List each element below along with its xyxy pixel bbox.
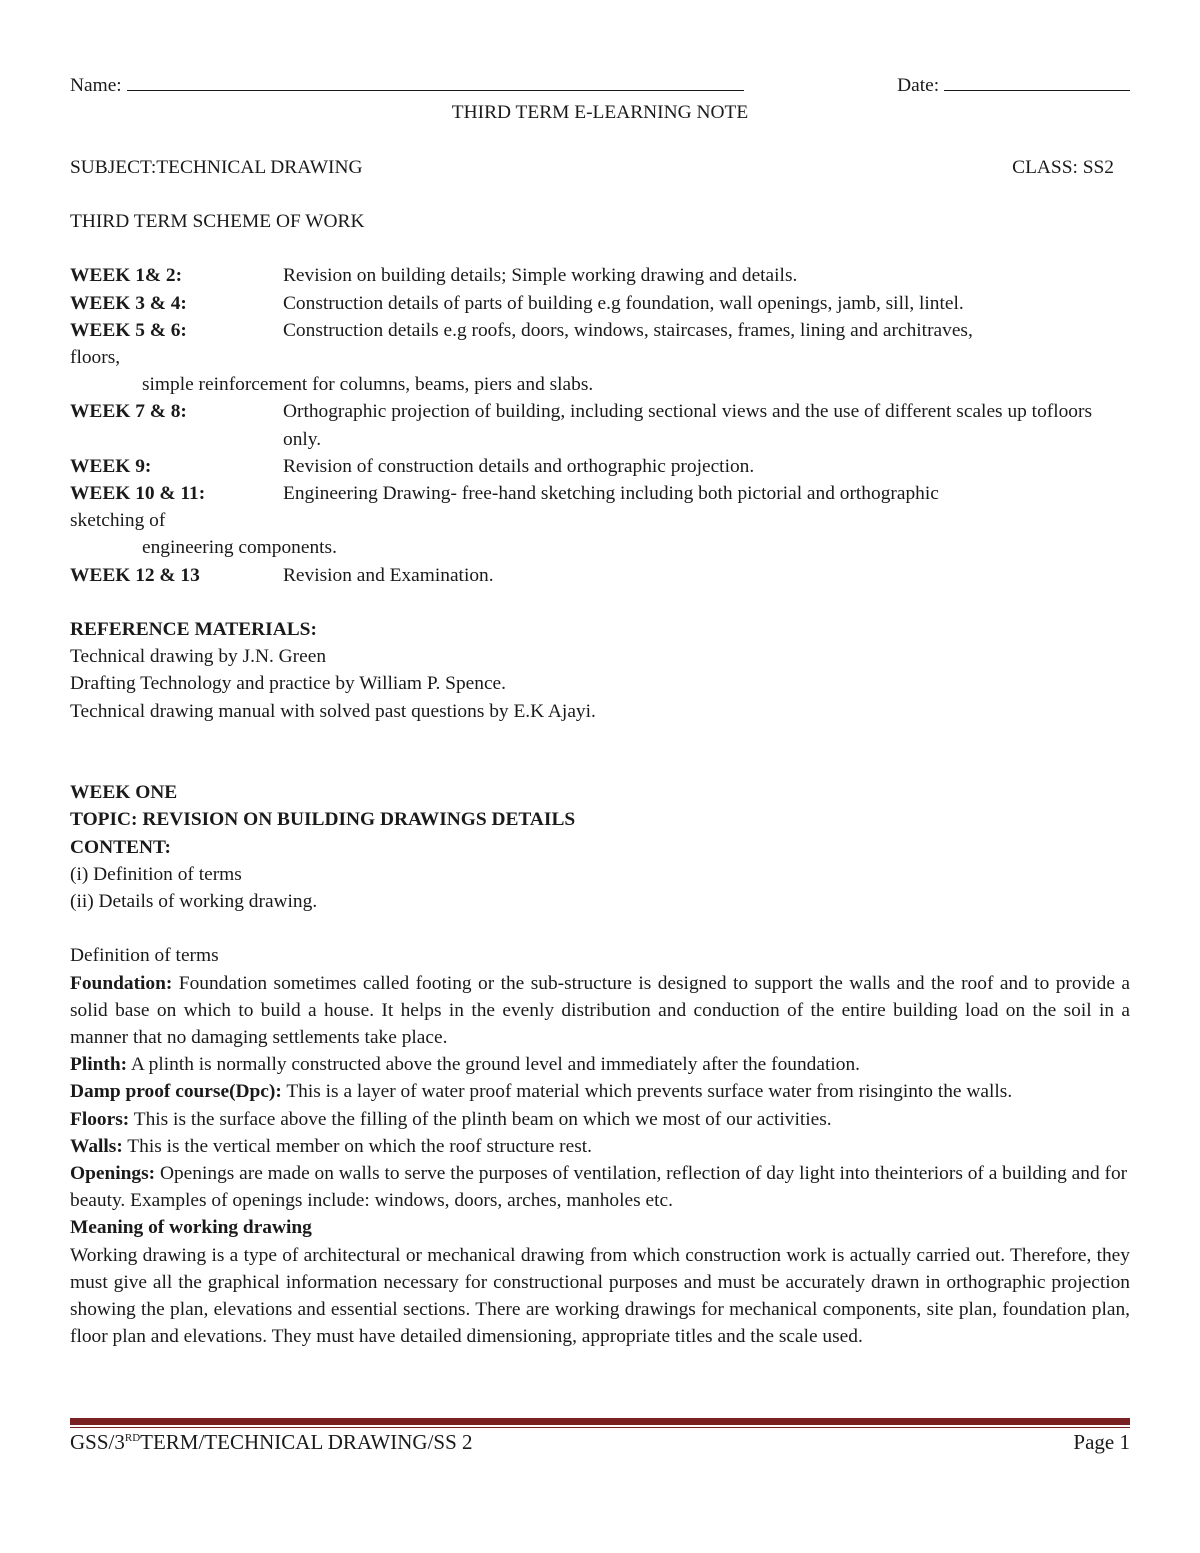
term: Floors: bbox=[70, 1108, 130, 1130]
definition-walls bbox=[70, 1133, 1130, 1160]
name-date-row bbox=[70, 72, 1130, 99]
week-text: Revision on building details; Simple working drawing and details. bbox=[283, 265, 798, 287]
date-line bbox=[897, 72, 1130, 99]
footer-rule-thin bbox=[70, 1427, 1130, 1428]
scheme-row bbox=[70, 317, 1130, 344]
footer-suffix: TERM/TECHNICAL DRAWING/SS 2 bbox=[140, 1430, 473, 1454]
week-text: Revision and Examination. bbox=[283, 564, 494, 586]
definition-floors bbox=[70, 1106, 1130, 1133]
week-label: WEEK 9: bbox=[70, 455, 152, 477]
definition-text: A plinth is normally constructed above the ground level and immediately after the foundation. bbox=[127, 1054, 860, 1076]
week-text: Construction details e.g roofs, doors, windows, staircases, frames, lining and architraves, bbox=[283, 319, 973, 341]
reference-item: Drafting Technology and practice by William P. Spence. bbox=[70, 673, 507, 695]
term: Openings: bbox=[70, 1163, 156, 1185]
document-page bbox=[70, 72, 1130, 1350]
definition-text: Foundation sometimes called footing or the sub-structure is designed to support the walls and the roof and to provide a solid base on which to build a house. It helps in the evenly distribution and conduction of the entire building load on the soil in a manner that no damaging settlements take place. bbox=[70, 972, 1130, 1049]
scheme-row bbox=[70, 290, 1130, 317]
working-drawing-text: Working drawing is a type of architectural or mechanical drawing from which construction work is actually carried out. Therefore, they must give all the graphical information necessary for constructional purposes and must be accurately drawn in orthographic projection showing the plan, elevations and essential sections. There are working drawings for mechanical components, site plan, foundation plan, floor plan and elevations. They must have detailed dimensioning, appropriate titles and the scale used. bbox=[70, 1244, 1130, 1348]
footer-prefix: GSS/3 bbox=[70, 1430, 125, 1454]
content-heading: CONTENT: bbox=[70, 836, 171, 858]
week-text-continued: engineering components. bbox=[142, 537, 337, 559]
footer-rule bbox=[70, 1418, 1130, 1425]
week-text-wrap: floors, bbox=[70, 346, 121, 368]
working-drawing-heading: Meaning of working drawing bbox=[70, 1217, 312, 1239]
week-label: WEEK 7 & 8: bbox=[70, 401, 187, 423]
week-text-continued: simple reinforcement for columns, beams, piers and slabs. bbox=[142, 374, 594, 396]
name-label: Name: bbox=[70, 75, 122, 96]
document-title: THIRD TERM E-LEARNING NOTE bbox=[451, 102, 749, 124]
week-label: WEEK 12 & 13 bbox=[70, 564, 200, 586]
term: Walls: bbox=[70, 1135, 123, 1157]
subject-class-row bbox=[70, 154, 1130, 181]
reference-item: Technical drawing by J.N. Green bbox=[70, 646, 327, 668]
week-label: WEEK 1& 2: bbox=[70, 265, 183, 287]
reference-item: Technical drawing manual with solved past questions by E.K Ajayi. bbox=[70, 700, 596, 722]
class-label: CLASS: SS2 bbox=[1012, 156, 1114, 178]
week-text-wrap: sketching of bbox=[70, 510, 166, 532]
definition-text: This is the surface above the filling of the plinth beam on which we most of our activities. bbox=[129, 1108, 832, 1130]
definition-heading: Definition of terms bbox=[70, 945, 219, 967]
references-heading: REFERENCE MATERIALS: bbox=[70, 619, 317, 640]
week-text: Revision of construction details and orthographic projection. bbox=[283, 455, 755, 477]
scheme-row bbox=[70, 480, 1130, 507]
week-text: Engineering Drawing- free-hand sketching including both pictorial and orthographic bbox=[283, 483, 939, 504]
scheme-heading: THIRD TERM SCHEME OF WORK bbox=[70, 210, 365, 232]
definition-dpc bbox=[70, 1078, 1130, 1105]
topic-heading: TOPIC: REVISION ON BUILDING DRAWINGS DETAILS bbox=[70, 809, 576, 831]
page-number: Page 1 bbox=[1073, 1430, 1130, 1454]
week-text: Construction details of parts of building e.g foundation, wall openings, jamb, sill, lintel. bbox=[283, 292, 964, 314]
footer-course-code bbox=[70, 1430, 473, 1455]
week-one-heading: WEEK ONE bbox=[70, 782, 178, 804]
content-item: (ii) Details of working drawing. bbox=[70, 891, 318, 913]
definition-text: This is the vertical member on which the roof structure rest. bbox=[122, 1135, 592, 1157]
week-label: WEEK 10 & 11: bbox=[70, 483, 206, 504]
name-blank bbox=[127, 72, 744, 91]
scheme-row bbox=[70, 398, 1130, 452]
definition-text: Openings are made on walls to serve the purposes of ventilation, reflection of day light into theinteriors of a building and for beauty. Examples of openings include: windows, doors, arches, manholes etc. bbox=[70, 1163, 1128, 1212]
scheme-row bbox=[70, 562, 1130, 589]
subject-label: SUBJECT:TECHNICAL DRAWING bbox=[70, 156, 363, 178]
term: Damp proof course(Dpc): bbox=[70, 1081, 282, 1103]
content-item: (i) Definition of terms bbox=[70, 863, 242, 885]
name-line bbox=[70, 72, 744, 99]
week-label: WEEK 5 & 6: bbox=[70, 319, 187, 341]
scheme-row bbox=[70, 262, 1130, 289]
page-footer bbox=[70, 1430, 1130, 1455]
scheme-row bbox=[70, 453, 1130, 480]
definition-plinth bbox=[70, 1051, 1130, 1078]
definition-text: This is a layer of water proof material which prevents surface water from risinginto the walls. bbox=[281, 1081, 1013, 1103]
term: Plinth: bbox=[70, 1054, 128, 1076]
week-label: WEEK 3 & 4: bbox=[70, 292, 187, 314]
term: Foundation: bbox=[70, 972, 173, 994]
definition-openings bbox=[70, 1160, 1130, 1214]
definition-foundation bbox=[70, 970, 1130, 1052]
footer-sup: RD bbox=[124, 1432, 141, 1444]
week-text: Orthographic projection of building, including sectional views and the use of different scales up tofloors only. bbox=[283, 401, 1093, 450]
date-label: Date: bbox=[897, 75, 940, 96]
date-blank bbox=[944, 72, 1130, 91]
